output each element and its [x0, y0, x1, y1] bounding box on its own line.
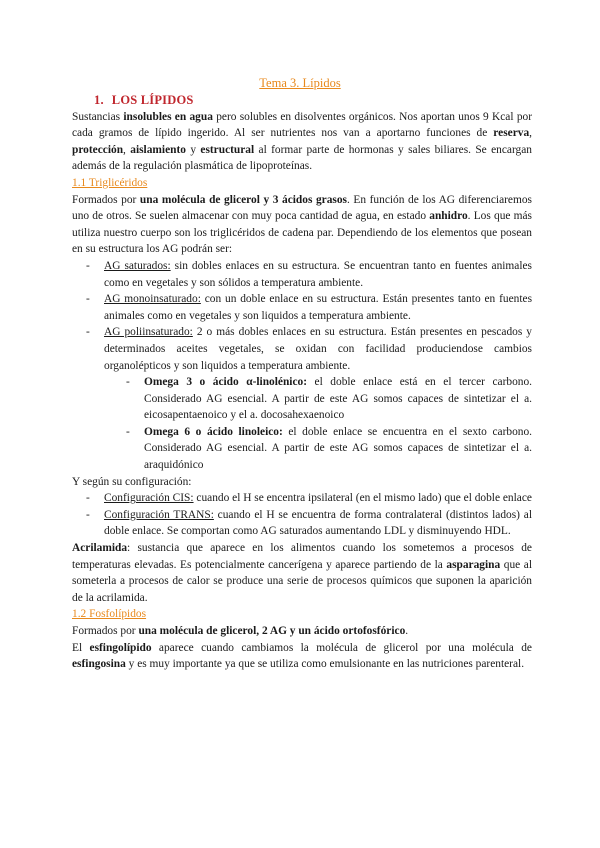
acrilamida-paragraph: Acrilamida: sustancia que aparece en los alimentos cuando los sometemos a procesos de temperaturas elevadas. Es potencialmente cancerígena y aparece partiendo de la asparagina que al someterla a procesos de calor se produce una serie de procesos químicos que suponen la aparición de la acrilamida.	[72, 542, 532, 604]
trigliceridos-paragraph: Formados por una molécula de glicerol y 3 ácidos grasos. En función de los AG diferenciaremos uno de otros. Se suelen almacenar con muy poca cantidad de agua, en estado anhidro. Los que más utiliza nuestro cuerpo son los triglicéridos de cadena par. Dependiendo de los elementos que posean en su estructura los AG podrán ser:	[72, 193, 532, 256]
list-item: - AG monoinsaturado: con un doble enlace en su estructura. Están presentes tanto en fuentes animales como en vegetales y son liquidos a temperatura ambiente.	[104, 291, 532, 324]
esfingolipido-paragraph: El esfingolípido aparece cuando cambiamos la molécula de glicerol por una molécula de esfingosina y es muy importante ya que se utiliza como emulsionante en las nutriciones parenteral.	[72, 641, 532, 671]
list-item: - Omega 6 o ácido linoleico: el doble enlace se encuentra en el sexto carbono. Considerado AG esencial. A partir de este AG somos capaces de sintetizar el a. araquidónico	[144, 424, 532, 474]
omega-list	[104, 374, 532, 474]
document-title: Tema 3. Lípidos	[259, 76, 341, 90]
section-number: 1.	[94, 93, 104, 107]
subsection-heading-trigliceridos: 1.1 Triglicéridos	[72, 176, 148, 189]
intro-paragraph: Sustancias insolubles en agua pero solubles en disolventes orgánicos. Nos aportan unos 9 Kcal por cada gramos de lípido ingerido. Al ser nutrientes nos van a aportarno funciones de reserva, protección, aislamiento y estructural al formar parte de hormonas y sales biliares. Se encargan además de la regulación plasmática de lipoproteínas.	[72, 110, 533, 173]
config-intro: Y según su configuración:	[72, 475, 192, 488]
section-title: LOS LÍPIDOS	[111, 93, 194, 107]
configuration-list	[72, 490, 532, 540]
list-item: - Configuración TRANS: cuando el H se encuentra de forma contralateral (distintos lados) al doble enlace. Se comportan como AG saturados aumentando LDL y disminuyendo HDL.	[104, 507, 532, 540]
subsection-heading-fosfolipidos: 1.2 Fosfolípidos	[72, 608, 147, 621]
list-item: - AG poliinsaturado: 2 o más dobles enlaces en su estructura. Están presentes en pescados y determinados aceites vegetales, se oxidan con facilidad produciendose cambios organolépticos y son liquidos a temperatura ambiente. - Omega 3 o ácido α-linolénico: el doble enlace está en el tercer carbono. Considerado AG esencial. A partir de este AG somos capaces de sintetizar el a. eicosapentaenoico y el a. docosahexaenoico - Omega 6 o ácido linoleico: el doble enlace se encuentra en el sexto carbono. Considerado AG esencial. A partir de este AG somos capaces de sintetizar el a. araquidónico	[104, 324, 532, 473]
section-heading-lipidos	[94, 92, 532, 109]
fosfolipidos-paragraph: Formados por una molécula de glicerol, 2 AG y un ácido ortofosfórico.	[72, 625, 409, 637]
fatty-acid-types-list	[72, 258, 532, 474]
document-body	[72, 92, 532, 673]
list-item: - Configuración CIS: cuando el H se encentra ipsilateral (en el mismo lado) que el doble enlace	[104, 490, 532, 507]
list-item: - AG saturados: sin dobles enlaces en su estructura. Se encuentran tanto en fuentes animales como en vegetales y son sólidos a temperatura ambiente.	[104, 258, 532, 291]
list-item: - Omega 3 o ácido α-linolénico: el doble enlace está en el tercer carbono. Considerado AG esencial. A partir de este AG somos capaces de sintetizar el a. eicosapentaenoico y el a. docosahexaenoico	[144, 374, 532, 424]
